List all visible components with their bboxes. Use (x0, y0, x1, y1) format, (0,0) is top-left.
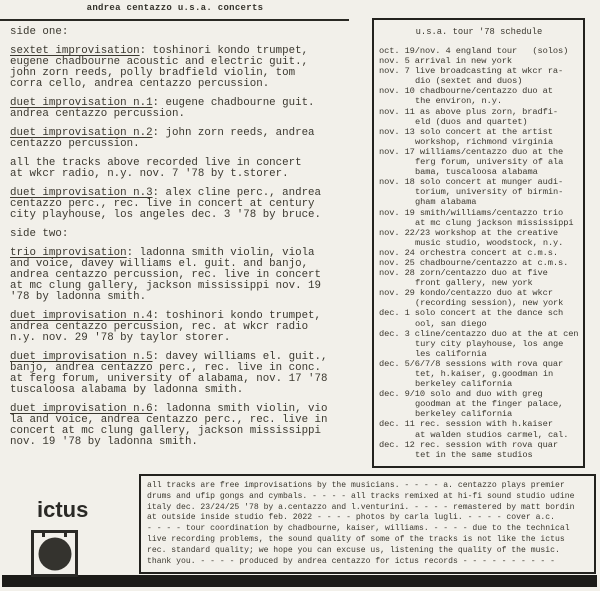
schedule-line: nov. 13 solo concert at the artist (379, 126, 553, 137)
track-title: duet improvisation n.3 (10, 187, 153, 199)
track-line: duet improvisation n.2: john zorn reeds, andrea (10, 127, 315, 139)
credit-line: at outside inside studio feb. 2022 - - - - photos by carla lugli. - - - - cover a.c. (147, 513, 555, 523)
schedule-line: goodman at the finger palace, (415, 399, 564, 410)
schedule-line: music studio, woodstock, n.y. (415, 237, 564, 248)
schedule-line: nov. 29 kondo/centazzo duo at wkcr (379, 288, 553, 299)
schedule-line: ferg forum, university of ala (415, 157, 564, 168)
schedule-line: tet, h.kaiser, g.goodman in (415, 369, 554, 379)
track-line: duet improvisation n.3: alex cline perc., andrea (10, 187, 322, 199)
track-line: at mc clung gallery, jackson mississippi nov. 19 (10, 280, 322, 292)
schedule-line: dec. 11 rec. session with h.kaiser (379, 419, 553, 430)
track-line: duet improvisation n.5: davey williams el. guit., (10, 351, 328, 363)
track-entry (10, 128, 328, 150)
track-line: duet improvisation n.6: ladonna smith violin, vio (10, 403, 328, 415)
track-line: banjo, andrea centazzo perc., rec. live in conc. (10, 362, 322, 374)
track-line: concert at mc clung gallery, jackson mississippi (10, 425, 322, 437)
schedule-line: gham alabama (415, 197, 477, 208)
gong-circle-icon (38, 537, 71, 570)
track-title: duet improvisation n.6 (10, 403, 153, 415)
text-block (10, 158, 328, 180)
track-line: n.y. nov. 29 '78 by taylor storer. (10, 332, 231, 344)
tour-schedule-box (372, 18, 585, 468)
schedule-heading: u.s.a. tour '78 schedule (415, 27, 543, 37)
schedule-line: nov. 7 live broadcasting at wkcr ra- (379, 66, 564, 77)
schedule-line: dec. 12 rec. session with rova quar (379, 439, 558, 450)
schedule-line: nov. 25 chadbourne/centazzo at c.m.s. (379, 257, 569, 268)
schedule-line: the environ, n.y. (415, 96, 502, 107)
track-line: centazzo perc., rec. live in concert at century (10, 198, 315, 210)
track-line: duet improvisation n.4: toshinori kondo trumpet, (10, 310, 322, 322)
schedule-line: dec. 1 solo concert at the dance sch (379, 308, 564, 319)
track-line: '78 by ladonna smith. (10, 291, 147, 303)
schedule-list (379, 46, 579, 460)
schedule-line: dec. 3 cline/centazzo duo at the at cen (379, 328, 579, 339)
schedule-line: at walden studios carmel, cal. (415, 429, 569, 440)
schedule-line: nov. 24 orchestra concert at c.m.s. (379, 247, 558, 258)
credit-line: all tracks are free improvisations by the musicians. - - - - a. centazzo plays premier (147, 481, 565, 490)
schedule-line: workshop, richmond virginia (415, 136, 554, 147)
text-line: at wkcr radio, n.y. nov. 7 '78 by t.storer. (10, 168, 289, 180)
track-title: trio improvisation (10, 247, 127, 259)
text-block (10, 27, 328, 38)
schedule-line: front gallery, new york (415, 278, 533, 289)
schedule-line: berkeley california (415, 409, 513, 420)
text-block (10, 229, 328, 240)
track-line: at ferg forum, university of alabama, nov. 17 '78 (10, 373, 328, 385)
track-entry (10, 404, 328, 448)
track-line: eugene chadbourne acoustic and electric guit., (10, 56, 309, 68)
track-line: nov. 19 '78 by ladonna smith. (10, 436, 198, 448)
schedule-line: nov. 22/23 workshop at the creative (379, 227, 558, 238)
credit-line: italy dec. 23/24/25 '78 by a.centazzo and l.venturini. - - - - remastered by matt bordin (147, 502, 575, 512)
credit-line: rec. standard quality; we hope you can excuse us, listening the quality of the music. (147, 545, 560, 555)
track-line: andrea centazzo percussion. (10, 108, 185, 120)
track-line: trio improvisation: ladonna smith violin, viola (10, 247, 315, 259)
schedule-line: tury city playhouse, los ange (415, 338, 564, 349)
track-line: john zorn reeds, polly bradfield violin, tom (10, 67, 296, 79)
track-entry (10, 46, 328, 90)
track-line: tuscaloosa alabama by ladonna smith. (10, 384, 244, 396)
text-line: side two: (10, 228, 69, 240)
track-line: corra cello, andrea centazzo percussion. (10, 78, 270, 90)
title-divider (0, 19, 349, 21)
schedule-line: nov. 28 zorn/centazzo duo at five (379, 268, 548, 279)
schedule-line: nov. 17 williams/centazzo duo at the (379, 146, 564, 157)
tracklist (10, 27, 328, 456)
schedule-line: nov. 18 solo concert at munger audi- (379, 177, 564, 188)
schedule-line: nov. 10 chadbourne/centazzo duo at (379, 86, 553, 97)
track-line: sextet improvisation: toshinori kondo trumpet, (10, 45, 309, 57)
ictus-wordmark: ictus (37, 497, 89, 522)
schedule-line: nov. 11 as above plus zorn, bradfi- (379, 106, 558, 117)
track-entry (10, 311, 328, 344)
text-line: all the tracks above recorded live in concert (10, 157, 302, 169)
track-line: and voice, davey williams el. guit. and banjo, (10, 258, 309, 270)
track-line: centazzo percussion. (10, 138, 140, 150)
text-line: side one: (10, 26, 69, 38)
track-entry (10, 98, 328, 120)
schedule-line: dec. 9/10 solo and duo with greg (379, 389, 543, 400)
schedule-line: dec. 5/6/7/8 sessions with rova quar (379, 358, 564, 369)
schedule-line: bama, tuscaloosa alabama (415, 167, 538, 178)
schedule-line: (recording session), new york (415, 298, 564, 309)
schedule-line: at mc clung jackson mississippi (415, 217, 574, 228)
schedule-line: nov. 19 smith/williams/centazzo trio (379, 207, 564, 218)
schedule-line: tet in the same studios (415, 449, 533, 460)
track-line: andrea centazzo percussion, rec. at wkcr radio (10, 321, 309, 333)
schedule-line: oct. 19/nov. 4 england tour (solos) (379, 46, 569, 56)
track-line: andrea centazzo percussion, rec. live in concert (10, 269, 322, 281)
track-title: duet improvisation n.4 (10, 310, 153, 322)
schedule-line: eld (duos and quartet) (415, 116, 528, 127)
track-title: duet improvisation n.5 (10, 351, 153, 363)
page-title: andrea centazzo u.s.a. concerts (86, 3, 264, 13)
schedule-line: berkeley california (415, 379, 513, 390)
schedule-line: torium, university of birmin- (415, 187, 564, 198)
track-line: city playhouse, los angeles dec. 3 '78 by bruce. (10, 209, 322, 221)
schedule-line: nov. 5 arrival in new york (379, 56, 512, 67)
track-title: duet improvisation n.1 (10, 97, 153, 109)
track-title: duet improvisation n.2 (10, 127, 153, 139)
schedule-line: ool, san diego (415, 318, 487, 329)
credit-line: drums and ufip gongs and cymbals. - - - - all tracks remixed at hi-fi sound studio udine (147, 491, 575, 501)
track-entry (10, 188, 328, 221)
bottom-bar (2, 575, 597, 587)
schedule-line: les california (415, 348, 487, 359)
track-line: duet improvisation n.1: eugene chadbourne guit. (10, 97, 315, 109)
track-line: la and voice, andrea centazzo perc., rec. live in (10, 414, 328, 426)
track-entry (10, 248, 328, 303)
ictus-gong-logo-icon (31, 530, 78, 577)
schedule-line: dio (sextet and duos) (415, 76, 523, 87)
track-title: sextet improvisation (10, 45, 140, 57)
credit-line: thank you. - - - - produced by andrea centazzo for ictus records - - - - - - - - - - (147, 556, 555, 566)
track-entry (10, 352, 328, 396)
credits-box (139, 474, 596, 574)
credit-line: live recording problems, the sound quality of some of the tracks is not like the ictus (147, 534, 565, 544)
credit-line: - - - - tour coordination by chadbourne, kaiser, williams. - - - - due to the technical (147, 524, 570, 534)
